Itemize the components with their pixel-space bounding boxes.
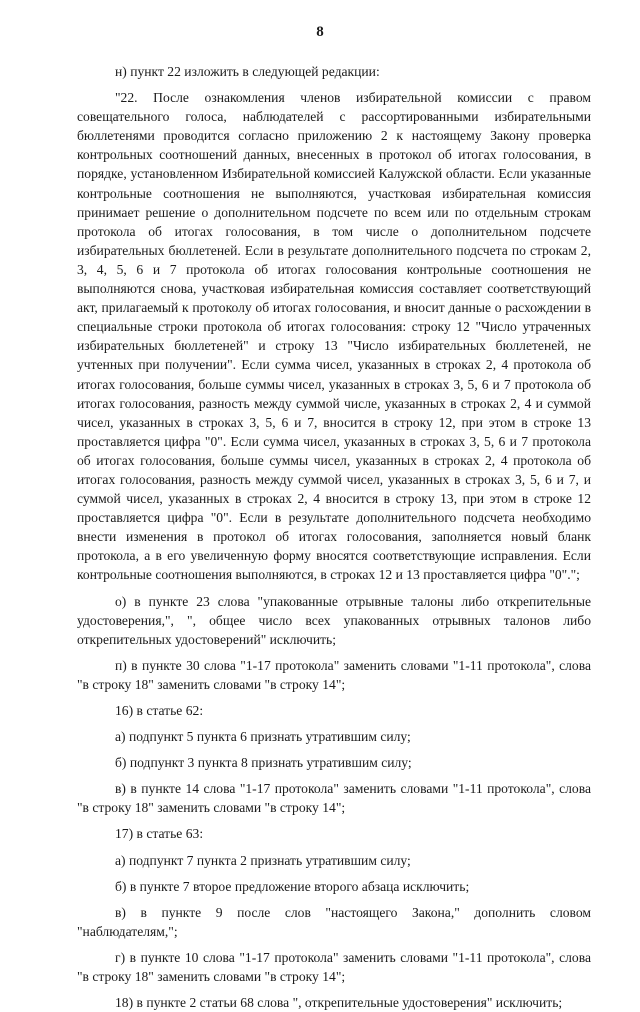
page-number: 8 [316, 24, 324, 40]
paragraph-article-62: 16) в статье 62: [115, 703, 204, 718]
paragraph-62-b: б) подпункт 3 пункта 8 признать утратившим силу; [115, 755, 412, 771]
paragraph-article-63: 17) в статье 63: [115, 826, 204, 842]
paragraph-63-g: г) в пункте 10 слова "1-17 протокола" заменить словами "1-11 протокола", слова "в строку 18" заменить словами "в строку 14"; [77, 949, 591, 985]
paragraph-article-68: 18) в пункте 2 статьи 68 слова ", открепительные удостоверения" исключить; [115, 995, 563, 1011]
paragraph-63-b: б) в пункте 7 второе предложение второго абзаца исключить; [115, 878, 470, 894]
paragraph-p-point-30: п) в пункте 30 слова "1-17 протокола" заменить словами "1-11 протокола", слова "в строку 18" заменить словами "в строку 14"; [77, 657, 591, 692]
document-body [77, 62, 591, 1012]
paragraph-63-v: в) в пункте 9 после слов "настоящего Закона," дополнить словом "наблюдателям,"; [77, 904, 591, 939]
paragraph-o-point-23: о) в пункте 23 слова "упакованные отрывные талоны либо открепительные удостоверения,", ", общее число всех упакованных отрывных талонов либо открепительных удостоверений" исключить; [77, 593, 591, 647]
paragraph-62-v: в) в пункте 14 слова "1-17 протокола" заменить словами "1-11 протокола", слова "в строку 18" заменить словами "в строку 14"; [77, 781, 591, 816]
paragraph-63-a: а) подпункт 7 пункта 2 признать утратившим силу; [115, 852, 411, 868]
paragraph-n-intro: н) пункт 22 изложить в следующей редакции: [115, 64, 380, 79]
paragraph-62-a: а) подпункт 5 пункта 6 признать утратившим силу; [115, 729, 411, 745]
paragraph-point-22-text: "22. После ознакомления членов избирательной комиссии с правом совещательного голоса, наблюдателей с рассортированными избирательными бюллетенями проводится согласно приложению 2 к настоящему Закону проверка контрольных соотношений данных, внесенных в протокол об итогах голосования, в порядке, установленном Избирательной комиссией Калужской области. Если указанные контрольные соотношения не выполняются, участковая избирательная комиссия принимает решение о дополнительном подсчете по всем или по отдельным строкам протокола об итогах голосования, в том числе о дополнительном подсчете избирательных бюллетеней. Если в результате дополнительного подсчета по строкам 2, 3, 4, 5, 6 и 7 протокола об итогах голосования контрольные соотношения не выполняются снова, участковая избирательная комиссия составляет соответствующий акт, прилагаемый к протоколу об итогах голосования, и вносит данные о расхождении в специальные строки протокола об итогах голосования: строку 12 "Число утраченных избирательных бюллетеней" и строку 13 "Число избирательных бюллетеней, не учтенных при получении". Если сумма чисел, указанных в строках 2, 4 протокола об итогах голосования, больше суммы чисел, указанных в строках 3, 5, 6 и 7 протокола об итогах голосования, разность между суммой числе, указанных в строках 2, 4 и суммой чисел, указанных в строках 3, 5, 6 и 7, вносится в строку 12, при этом в строке 13 проставляется цифра "0". Если сумма чисел, указанных в строках 3, 5, 6 и 7 протокола об итогах голосования, больше суммы чисел, указанных в строках 2, 4 протокола об итогах голосования, разность между суммой чисел, указанных в строках 3, 5, 6 и 7, и суммой чисел, указанных в строках 2, 4 вносится в строку 13, при этом в строке 12 проставляется цифра "0". Если в результате дополнительного подсчета необходимо внести изменения в протокол об итогах голосования, заполняется новый бланк протокола, а в его увеличенную форму вносятся соответствующие исправления. Если контрольные соотношения выполняются, в строках 12 и 13 проставляется цифра "0"."; [77, 90, 591, 583]
